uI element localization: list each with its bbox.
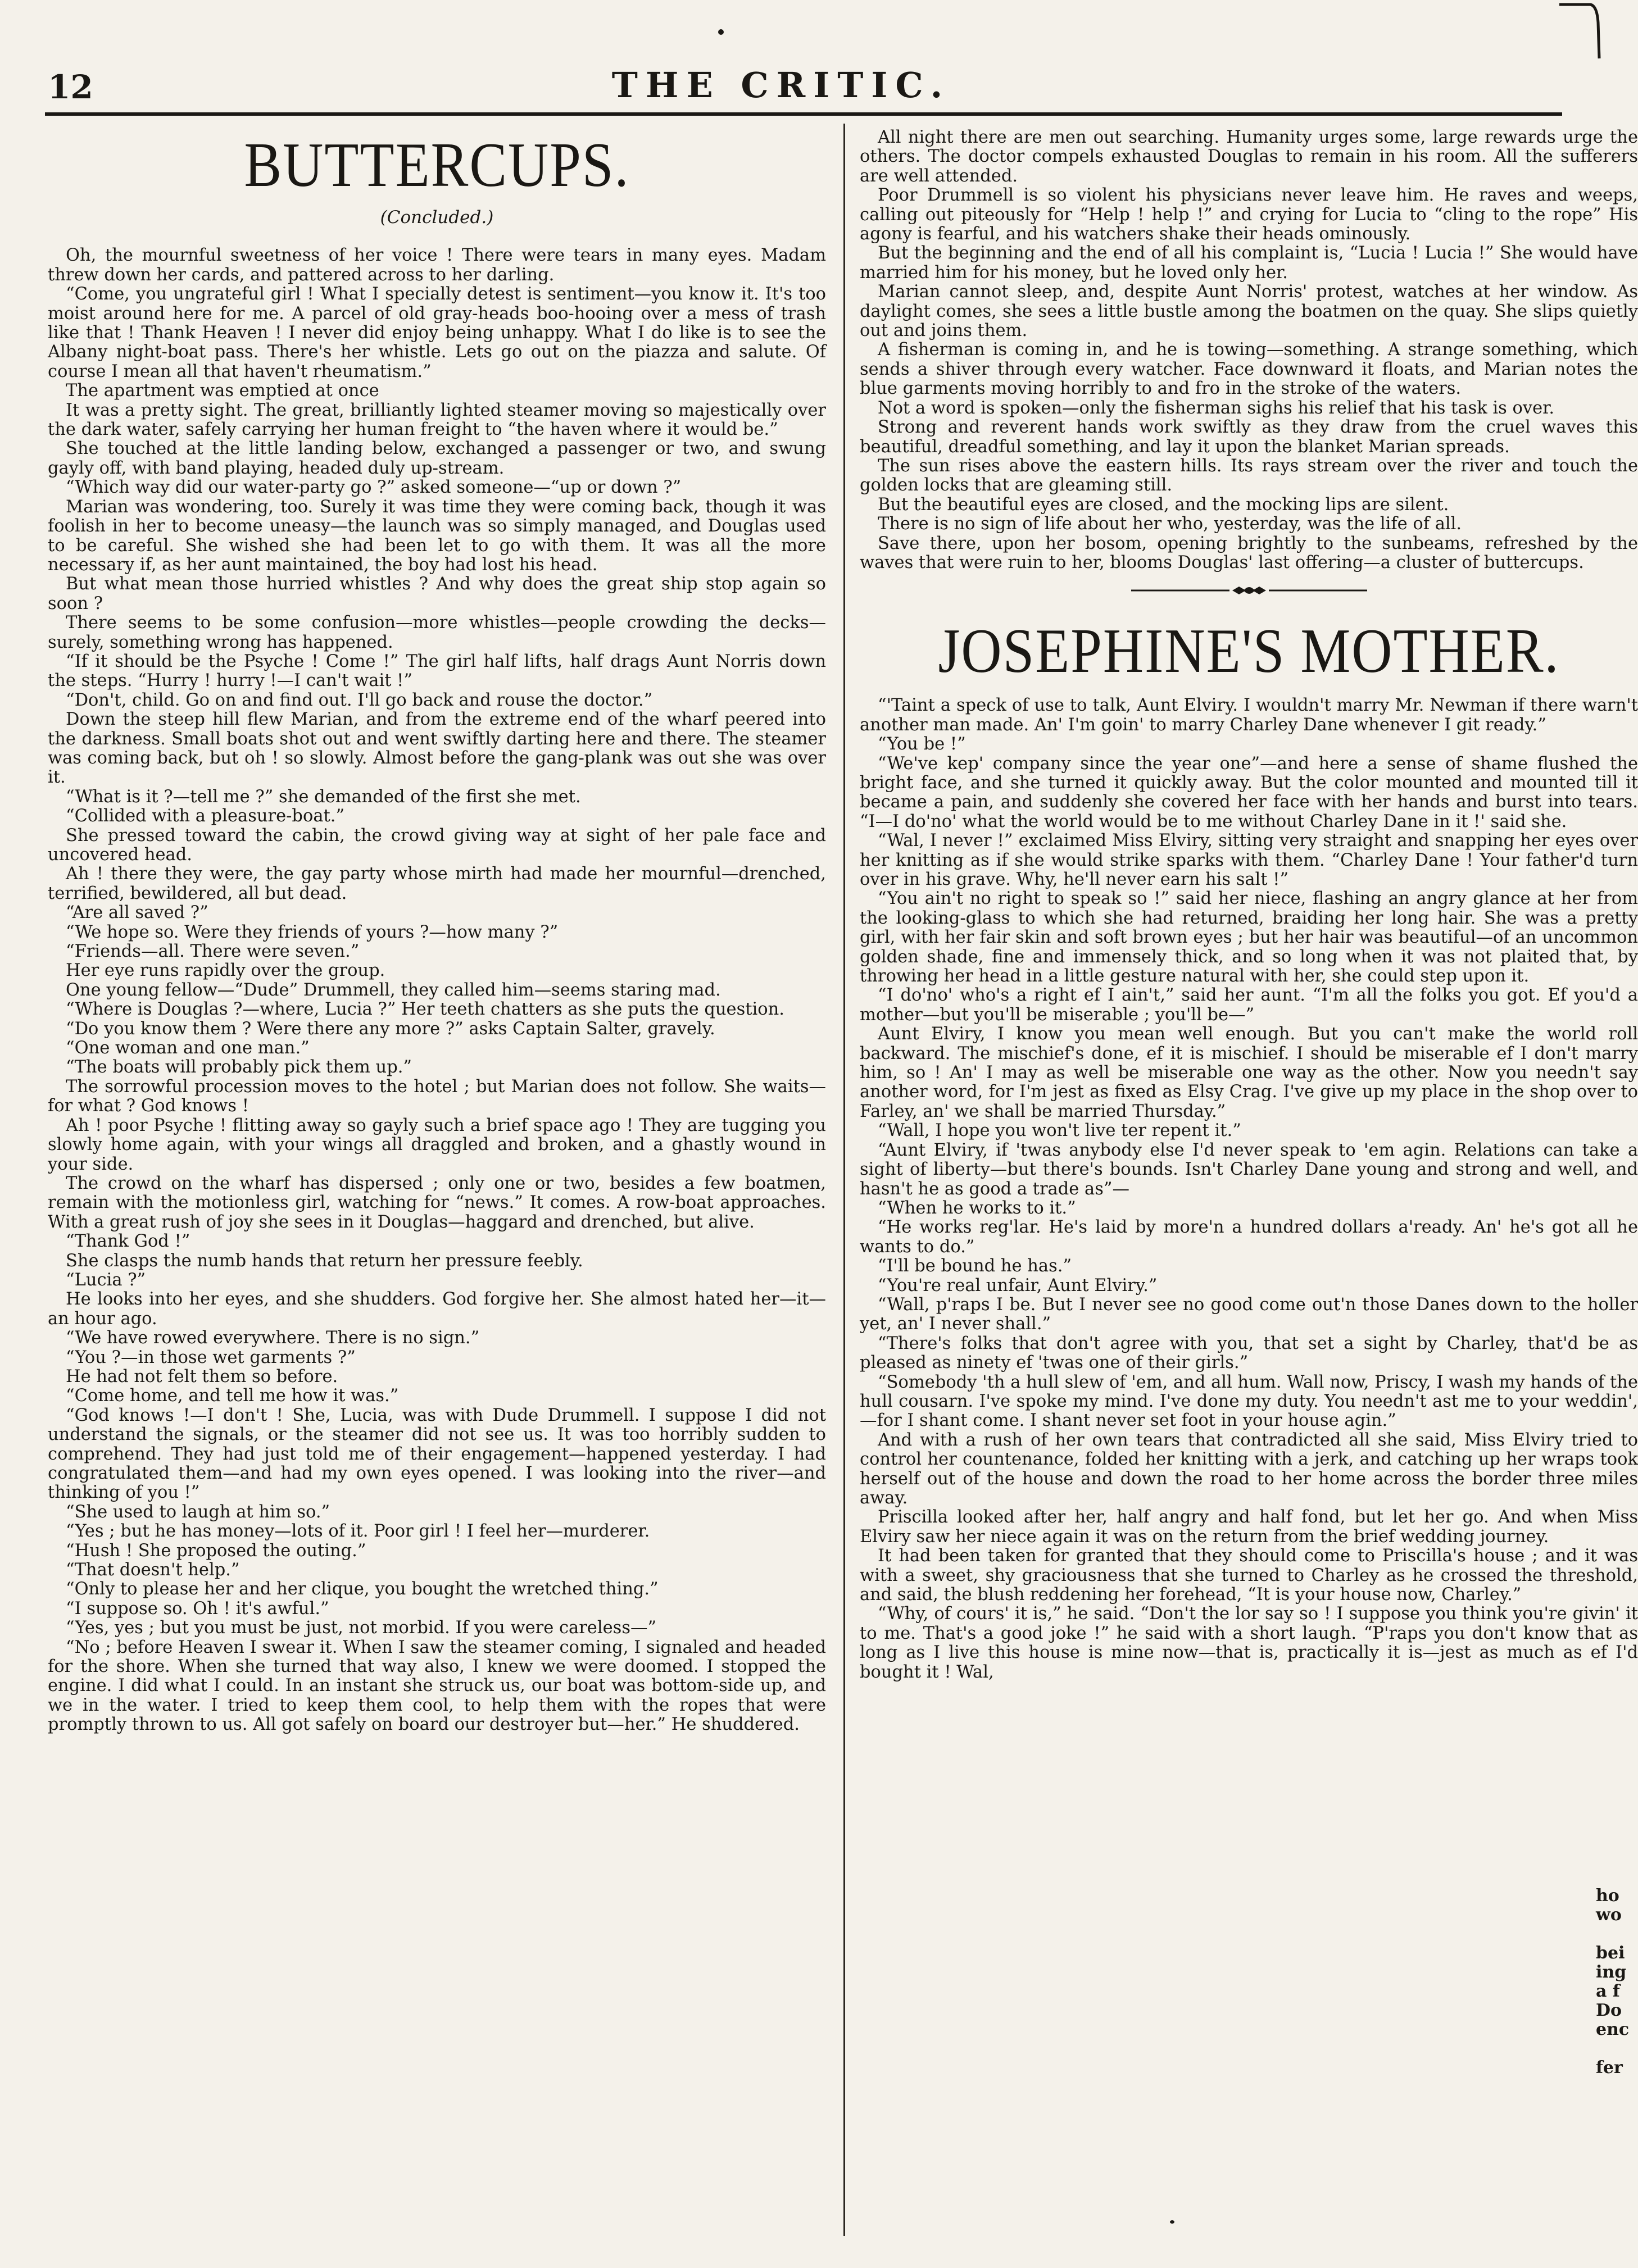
paragraph: “He works reg'lar. He's laid by more'n a hundred dollars a'ready. An' he's got all he wants to do.” <box>860 1217 1638 1257</box>
paragraph: She pressed toward the cabin, the crowd giving way at sight of her pale face and uncovered head. <box>48 825 826 865</box>
left-column <box>48 128 826 2240</box>
margin-fragment: ing <box>1596 1962 1627 1982</box>
paragraph: The sorrowful procession moves to the hotel ; but Marian does not follow. She waits—for what ? God knows ! <box>48 1076 826 1116</box>
paragraph: “I suppose so. Oh ! it's awful.” <box>66 1598 329 1619</box>
paragraph: Down the steep hill flew Marian, and from the extreme end of the wharf peered into the darkness. Small boats shot out and went swiftly darting here and there. The steamer was coming back, but oh ! so slowly. Almost before the gang-plank was out she was over it. <box>48 710 826 788</box>
paragraph: “Don't, child. Go on and find out. I'll go back and rouse the doctor.” <box>66 690 653 710</box>
paragraph: “Lucia ?” <box>66 1270 146 1290</box>
margin-fragment: wo <box>1596 1905 1622 1925</box>
paragraph: “You're real unfair, Aunt Elviry.” <box>878 1275 1158 1296</box>
paragraph: “Collided with a pleasure-boat.” <box>66 806 345 826</box>
paragraph: “Somebody 'th a hull slew of 'em, and all hum. Wall now, Priscy, I wash my hands of the hull cousarn. I've spoke my mind. I've done my duty. You needn't ast me to your weddin',—for I shant come. I shant never set foot in your house agin.” <box>860 1372 1638 1431</box>
margin-fragment <box>1596 2039 1620 2058</box>
paragraph: “You ain't no right to speak so !” said her niece, flashing an angry glance at her from the looking-glass to which she had returned, braiding her long hair. She was a pretty girl, with her fair skin and soft brown eyes ; but her hair was beautiful—of an uncommon golden shade, fine and immensely thick, and so long when it was not plaited that, by throwing her head in a little gesture natural with her, she could step upon it. <box>860 889 1638 987</box>
paragraph: “Why, of cours' it is,” he said. “Don't the lor say so ! I suppose you think you're givin' it to me. That's a good joke !” he said with a short laugh. “P'raps you don't know that as long as I live this house is mine now—that is, practically it is—jest as much as ef I'd bought it ! Wal, <box>860 1604 1638 1682</box>
paragraph: “There's folks that don't agree with you, that set a sight by Charley, that'd be as pleased as ninety ef 'twas one of their girls.” <box>860 1333 1638 1373</box>
paragraph: “What is it ?—tell me ?” she demanded of the first she met. <box>66 787 581 807</box>
paragraph: And with a rush of her own tears that contradicted all she said, Miss Elviry tried to control her countenance, folded her knitting with a jerk, and catching up her wraps took herself out of the house and down the road to her home across the border three miles away. <box>860 1430 1638 1508</box>
paragraph: Priscilla looked after her, half angry and half fond, but let her go. And when Miss Elviry saw her niece again it was on the return from the brief wedding journey. <box>860 1507 1638 1547</box>
margin-fragment: fer <box>1596 2058 1623 2078</box>
paragraph: “You be !” <box>878 734 966 755</box>
paragraph: Oh, the mournful sweetness of her voice ! There were tears in many eyes. Madam threw down her cards, and pattered across to her darling. <box>48 246 826 285</box>
paragraph: The sun rises above the eastern hills. Its rays stream over the river and touch the golden locks that are gleaming still. <box>860 456 1638 496</box>
margin-fragment <box>1596 1925 1620 1944</box>
paragraph: “God knows !—I don't ! She, Lucia, was with Dude Drummell. I suppose I did not understand the signals, or the steamer did not see us. It was too horribly sudden to comprehend. They had just told me of their engagement—happened yesterday. I had congratulated them—and had my own eyes opened. I was looking into the river—and thinking of you !” <box>48 1405 826 1503</box>
paragraph: “Do you know them ? Were there any more ?” asks Captain Salter, gravely. <box>66 1019 715 1039</box>
paragraph: One young fellow—“Dude” Drummell, they called him—seems staring mad. <box>66 980 721 1000</box>
paragraph: The crowd on the wharf has dispersed ; only one or two, besides a few boatmen, remain with the motionless girl, watching for “news.” It comes. A row-boat approaches. With a great rush of joy she sees in it Douglas—haggard and drenched, but alive. <box>48 1173 826 1232</box>
paragraph: “Where is Douglas ?—where, Lucia ?” Her teeth chatters as she puts the question. <box>66 999 784 1020</box>
right-column-body-bottom <box>860 696 1638 1682</box>
paragraph: There is no sign of life about her who, yesterday, was the life of all. <box>878 514 1462 534</box>
paragraph: There seems to be some confusion—more whistles—people crowding the decks—surely, something wrong has happened. <box>48 613 826 652</box>
journal-title: THE CRITIC. <box>611 65 951 106</box>
running-head <box>48 65 1514 110</box>
paragraph: “No ; before Heaven I swear it. When I saw the steamer coming, I signaled and headed for the shore. When she turned that way also, I knew we were doomed. I stopped the engine. I did what I could. In an instant she struck us, our boat was bottom-side up, and we in the water. I tried to keep them cool, to help them with the ropes that were promptly thrown to us. All got safely on board our destroyer but—her.” He shuddered. <box>48 1637 826 1735</box>
paragraph: “Which way did our water-party go ?” asked someone—“up or down ?” <box>66 478 682 498</box>
paragraph: “Hush ! She proposed the outing.” <box>66 1540 366 1561</box>
story-subtitle: (Concluded.) <box>380 207 494 228</box>
left-column-body <box>48 246 826 1734</box>
paragraph: Her eye runs rapidly over the group. <box>66 961 385 981</box>
paragraph: “Friends—all. There were seven.” <box>66 942 360 962</box>
paragraph: She touched at the little landing below, exchanged a passenger or two, and swung gayly off, with band playing, headed duly up-stream. <box>48 439 826 478</box>
paragraph: “Thank God !” <box>66 1231 190 1252</box>
paragraph: “Aunt Elviry, if 'twas anybody else I'd never speak to 'em agin. Relations can take a sight of liberty—but there's bounds. Isn't Charley Dane young and strong and well, and hasn't he as good a trade as”— <box>860 1140 1638 1199</box>
paragraph: Poor Drummell is so violent his physicians never leave him. He raves and weeps, calling out piteously for “Help ! help !” and crying for Lucia to “cling to the rope” His agony is fearful, and his watchers shake their heads ominously. <box>860 185 1638 244</box>
paragraph: It had been taken for granted that they should come to Priscilla's house ; and it was with a sweet, shy graciousness that she turned to Charley as he crossed the threshold, and said, the blush reddening her forehead, “It is your house now, Charley.” <box>860 1546 1638 1605</box>
paragraph: “When he works to it.” <box>878 1198 1076 1218</box>
story-title-josephines-mother: JOSEPHINE'S MOTHER. <box>938 616 1560 687</box>
margin-fragment: Do <box>1596 2001 1622 2020</box>
paragraph: Strong and reverent hands work swiftly as they draw from the cruel waves this beautiful, dreadful something, and lay it upon the blanket Marian spreads. <box>860 417 1638 457</box>
paragraph: Not a word is spoken—only the fisherman sighs his relief that his task is over. <box>878 398 1555 418</box>
paragraph: Aunt Elviry, I know you mean well enough. But you can't make the world roll backward. The mischief's done, ef it is mischief. I should be miserable ef I don't marry him, so ! An' I may as well be miserable one way as the other. Now you needn't say another word, for I'm jest as fixed as Elsy Crag. I've give up my place in the shop over to Farley, an' we shall be married Thursday.” <box>860 1024 1638 1121</box>
story-title-buttercups: BUTTERCUPS. <box>244 130 630 200</box>
paragraph: “I'll be bound he has.” <box>878 1256 1072 1276</box>
paragraph: It was a pretty sight. The great, brilliantly lighted steamer moving so majestically over the dark water, safely carrying her human freight to “the haven where it would be.” <box>48 400 826 440</box>
header-rule <box>45 112 1562 116</box>
paragraph: Marian was wondering, too. Surely it was time they were coming back, though it was foolish in her to become uneasy—the launch was so simply managed, and Douglas used to be careful. She wished she had been let to go with them. It was all the more necessary if, as her aunt maintained, the boy had lost his head. <box>48 497 826 575</box>
paragraph: “'Taint a speck of use to talk, Aunt Elviry. I wouldn't marry Mr. Newman if there warn't another man made. An' I'm goin' to marry Charley Dane whenever I git ready.” <box>860 696 1638 735</box>
paragraph: “One woman and one man.” <box>66 1038 310 1058</box>
paragraph: Ah ! there they were, the gay party whose mirth had made her mournful—drenched, terrified, bewildered, all but dead. <box>48 864 826 903</box>
paragraph: Ah ! poor Psyche ! flitting away so gayly such a brief space ago ! They are tugging you slowly home again, with your wings all draggled and broken, and a ghastly wound in your side. <box>48 1115 826 1174</box>
paragraph: “Only to please her and her clique, you bought the wretched thing.” <box>66 1579 659 1599</box>
paragraph: She clasps the numb hands that return her pressure feebly. <box>66 1251 583 1271</box>
paragraph: “Come, you ungrateful girl ! What I specially detest is sentiment—you know it. It's too moist around here for me. A parcel of old gray-heads boo-hooing over a mess of trash like that ! Thank Heaven ! I never did enjoy being unhappy. What I do like is to see the Albany night-boat pass. There's her whistle. Lets go out on the piazza and salute. Of course I mean all that haven't rheumatism.” <box>48 284 826 381</box>
paragraph: All night there are men out searching. Humanity urges some, large rewards urge the others. The doctor compels exhausted Douglas to remain in his room. All the sufferers are well attended. <box>860 128 1638 186</box>
paragraph: “The boats will probably pick them up.” <box>66 1057 412 1078</box>
right-column-body-top <box>860 128 1638 572</box>
paragraph: But the beginning and the end of all his complaint is, “Lucia ! Lucia !” She would have married him for his money, but he loved only her. <box>860 243 1638 283</box>
paragraph: He looks into her eyes, and she shudders. God forgive her. She almost hated her—it—an hour ago. <box>48 1289 826 1329</box>
paragraph: Save there, upon her bosom, opening brightly to the sunbeams, refreshed by the waves that were ruin to her, blooms Douglas' last offering—a cluster of buttercups. <box>860 533 1638 572</box>
paragraph: “We've kep' company since the year one”—and here a sense of shame flushed the bright face, and she turned it quickly away. But the color mounted and mounted till it became a pain, and suddenly she covered her face with her hands and burst into tears. “I—I do'no' what the world would be to me without Charley Dane in it !' said she. <box>860 753 1638 831</box>
print-speck <box>718 29 724 35</box>
paragraph: “Wall, I hope you won't live ter repent it.” <box>878 1121 1241 1141</box>
paragraph: But what mean those hurried whistles ? And why does the great ship stop again so soon ? <box>48 574 826 613</box>
paragraph: “That doesn't help.” <box>66 1560 240 1580</box>
paragraph: “Wal, I never !” exclaimed Miss Elviry, sitting very straight and snapping her eyes over her knitting as if she would strike sparks with them. “Charley Dane ! Your father'd turn over in his grave. Why, he'll never earn his salt !” <box>860 831 1638 889</box>
paragraph: “I do'no' who's a right ef I ain't,” said her aunt. “I'm all the folks you got. Ef you'd a mother—but you'll be miserable ; you'll be—” <box>860 985 1638 1025</box>
paragraph: He had not felt them so before. <box>66 1366 338 1387</box>
margin-fragment: bei <box>1596 1943 1625 1963</box>
page-corner-curl <box>1557 0 1601 62</box>
paragraph: “She used to laugh at him so.” <box>66 1502 330 1522</box>
paragraph: “Come home, and tell me how it was.” <box>66 1386 399 1406</box>
paragraph: “We hope so. Were they friends of yours ?—how many ?” <box>66 922 559 942</box>
paragraph: “Are all saved ?” <box>66 903 208 923</box>
paragraph: “Yes ; but he has money—lots of it. Poor girl ! I feel her—murderer. <box>66 1521 650 1542</box>
margin-fragment: a f <box>1596 1981 1620 2001</box>
margin-fragment: ho <box>1596 1886 1619 1906</box>
margin-fragment: enc <box>1596 2020 1630 2039</box>
paragraph: “You ?—in those wet garments ?” <box>66 1347 356 1367</box>
column-rule <box>843 124 845 2236</box>
right-column <box>860 128 1638 2240</box>
paragraph: Marian cannot sleep, and, despite Aunt Norris' protest, watches at her window. As daylight comes, she sees a little bustle among the boatmen on the quay. She slips quietly out and joins them. <box>860 282 1638 341</box>
section-ornament <box>1131 580 1367 601</box>
adjacent-page-fragments <box>1596 1886 1630 2078</box>
paragraph: But the beautiful eyes are closed, and the mocking lips are silent. <box>878 494 1449 515</box>
paragraph: A fisherman is coming in, and he is towing—something. A strange something, which sends a shiver through every watcher. Face downward it floats, and Marian notes the blue garments moving horribly to and fro in the stroke of the waters. <box>860 340 1638 399</box>
paragraph: “Yes, yes ; but you must be just, not morbid. If you were careless—” <box>66 1618 657 1638</box>
paragraph: “If it should be the Psyche ! Come !” The girl half lifts, half drags Aunt Norris down the steps. “Hurry ! hurry !—I can't wait !” <box>48 651 826 691</box>
paragraph: “We have rowed everywhere. There is no sign.” <box>66 1328 480 1348</box>
paragraph: “Wall, p'raps I be. But I never see no good come out'n those Danes down to the holler yet, an' I never shall.” <box>860 1294 1638 1334</box>
page-number: 12 <box>48 68 93 106</box>
paragraph: The apartment was emptied at once <box>66 381 379 401</box>
